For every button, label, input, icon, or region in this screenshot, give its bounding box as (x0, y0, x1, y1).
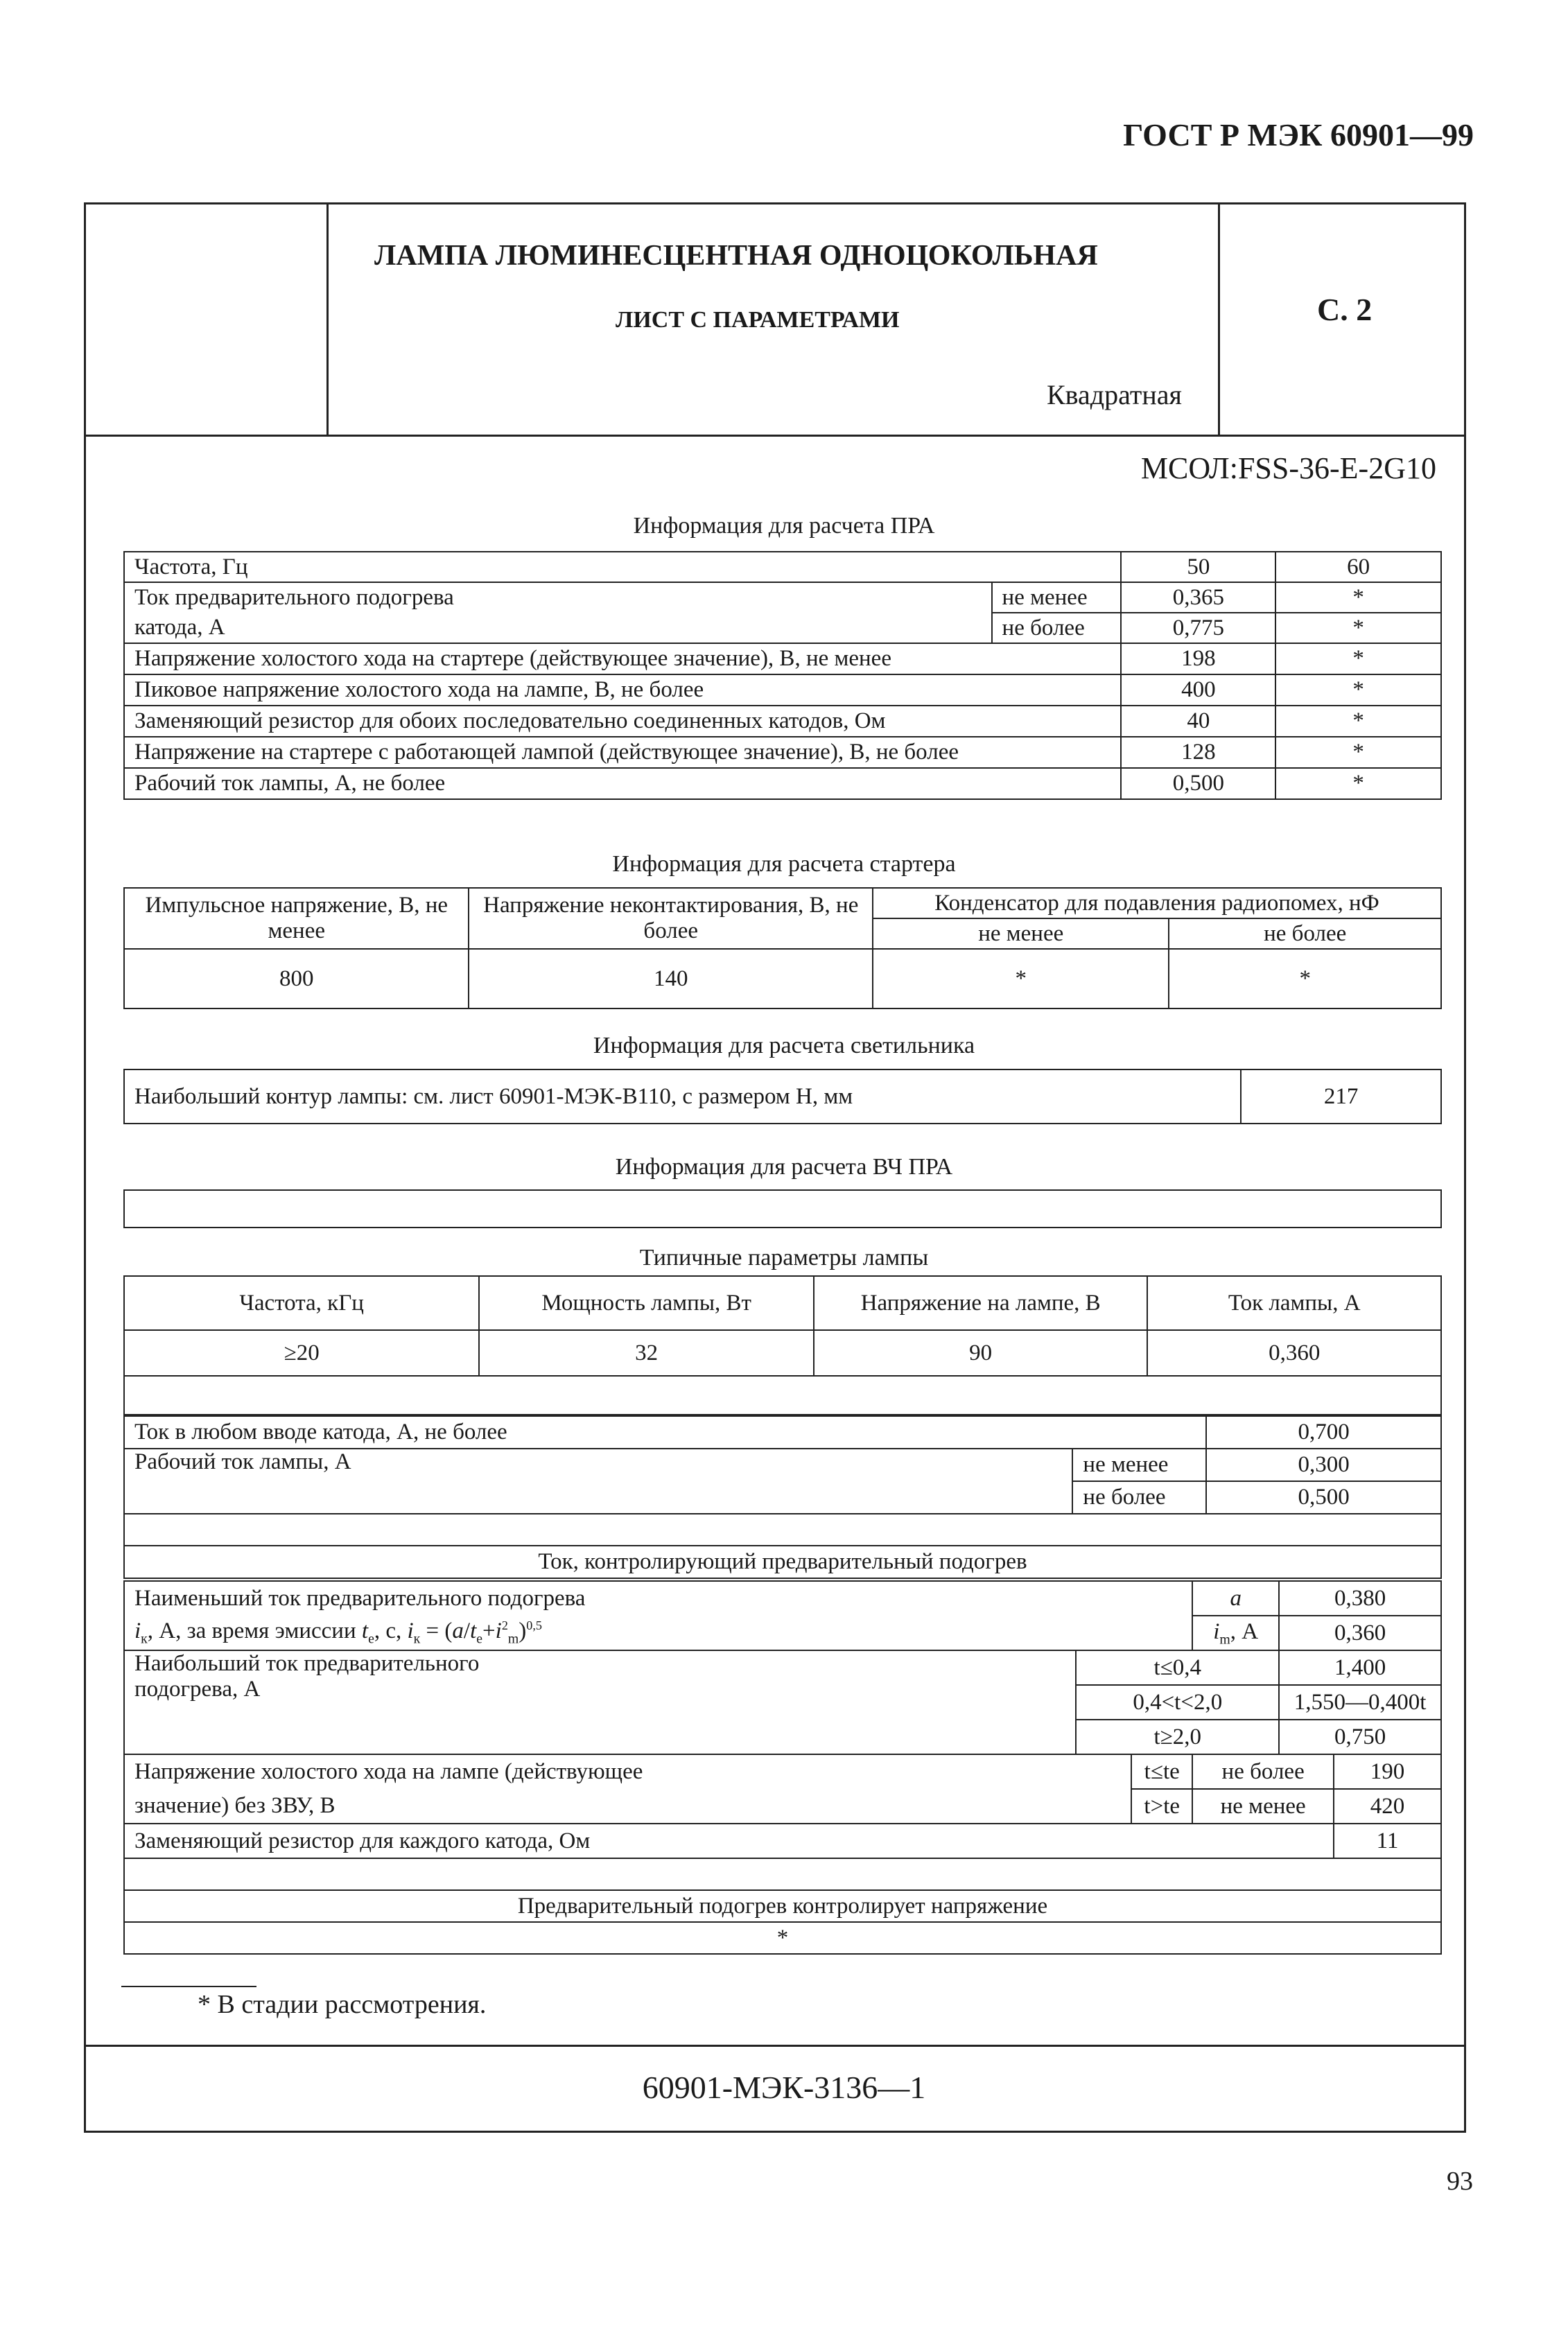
sheet-page: С. 2 (1317, 292, 1373, 327)
sheet-subtitle: ЛИСТ С ПАРАМЕТРАМИ (616, 307, 900, 333)
footnote-rule (121, 1986, 256, 1987)
document-code: 60901-МЭК-3136—1 (642, 2070, 926, 2105)
freq-label: Частота, Гц (124, 552, 1121, 582)
luminaire-caption: Информация для расчета светильника (593, 1033, 975, 1058)
table-row: Рабочий ток лампы, А, не более (124, 768, 1121, 799)
starter-table: Импульсное напряжение, В, не менее Напряжение неконтактирования, В, не более Конденсатор для подавления радиопомех, нФ не менее не более 800 140 * * (123, 887, 1442, 1009)
table-row: Заменяющий резистор для обоих последовательно соединенных катодов, Ом (124, 706, 1121, 737)
sheet-title: ЛАМПА ЛЮМИНЕСЦЕНТНАЯ ОДНОЦОКОЛЬНАЯ (374, 240, 1098, 272)
ballast-caption: Информация для расчета ПРА (633, 513, 935, 539)
hf-params-table: Ток в любом вводе катода, А, не более 0,700 Рабочий ток лампы, А не менее 0,300 не более 0,500 Ток, контролирующий предварительный подогрев (123, 1415, 1442, 1579)
hf-table (123, 1189, 1442, 1228)
freq-50: 50 (1121, 552, 1275, 582)
ballast-table: Частота, Гц 50 60 Ток предварительного подогрева не менее 0,365 * катода, А не более 0,775 * Напряжение холостого хода на стартере (действующее значение), В, не менее 198 * Пиковое напряжение холостого хода на лампе, В, не более 400 * Заменяющий резистор для обоих последовательно соединенных катодов, Ом 40 * Напряжение на стартере с работающей лампой (действующее значение), В, не более 128 * Рабочий ток лампы, А, не более 0,500 * (123, 551, 1442, 800)
lamp-designation: МСОЛ:FSS-36-E-2G10 (1140, 451, 1436, 485)
freq-60: 60 (1275, 552, 1441, 582)
preheat-label: Ток предварительного подогрева (124, 582, 992, 613)
lamp-shape: Квадратная (1047, 379, 1182, 410)
preheat-max: 0,775 (1121, 613, 1275, 643)
hf-caption: Информация для расчета ВЧ ПРА (615, 1154, 953, 1180)
preheat-min: 0,365 (1121, 582, 1275, 613)
bottom-divider (84, 2045, 1466, 2047)
footnote: * В стадии рассмотрения. (198, 1990, 487, 2019)
typical-caption: Типичные параметры лампы (639, 1245, 929, 1270)
table-row: Напряжение на стартере с работающей лампой (действующее значение), В, не более (124, 737, 1121, 768)
table-row: Пиковое напряжение холостого хода на лампе, В, не более (124, 674, 1121, 706)
table-row: Напряжение холостого хода на стартере (действующее значение), В, не менее (124, 643, 1121, 674)
standard-number: ГОСТ Р МЭК 60901—99 (1123, 117, 1474, 152)
page-number: 93 (1447, 2167, 1473, 2196)
typical-table: Частота, кГц Мощность лампы, Вт Напряжение на лампе, В Ток лампы, А ≥20 32 90 0,360 (123, 1275, 1442, 1415)
preheat-control-table: Наименьший ток предварительного подогрева a 0,380 $i_к$, А, за время эмиссии $t_е$, с, $i_к = (a/t_е+i^2_m)^{0,5}$ $i_m$, А 0,360 Наибольший ток предварительного подогрева, А t≤0,4 1,400 0,4<t<2,0 1,550—0,400t t≥2,0 0,750 Напряжение холостого хода на лампе (действующее t≤tе не более 190 значение) без ЗВУ, В t>tе не менее 420 Заменяющий резистор для каждого катода, Ом 11 Предварительный подогрев контролирует напряжение * (123, 1580, 1442, 1955)
starter-caption: Информация для расчета стартера (612, 851, 956, 877)
luminaire-table: Наибольший контур лампы: см. лист 60901-МЭК-В110, с размером Н, мм 217 (123, 1069, 1442, 1124)
